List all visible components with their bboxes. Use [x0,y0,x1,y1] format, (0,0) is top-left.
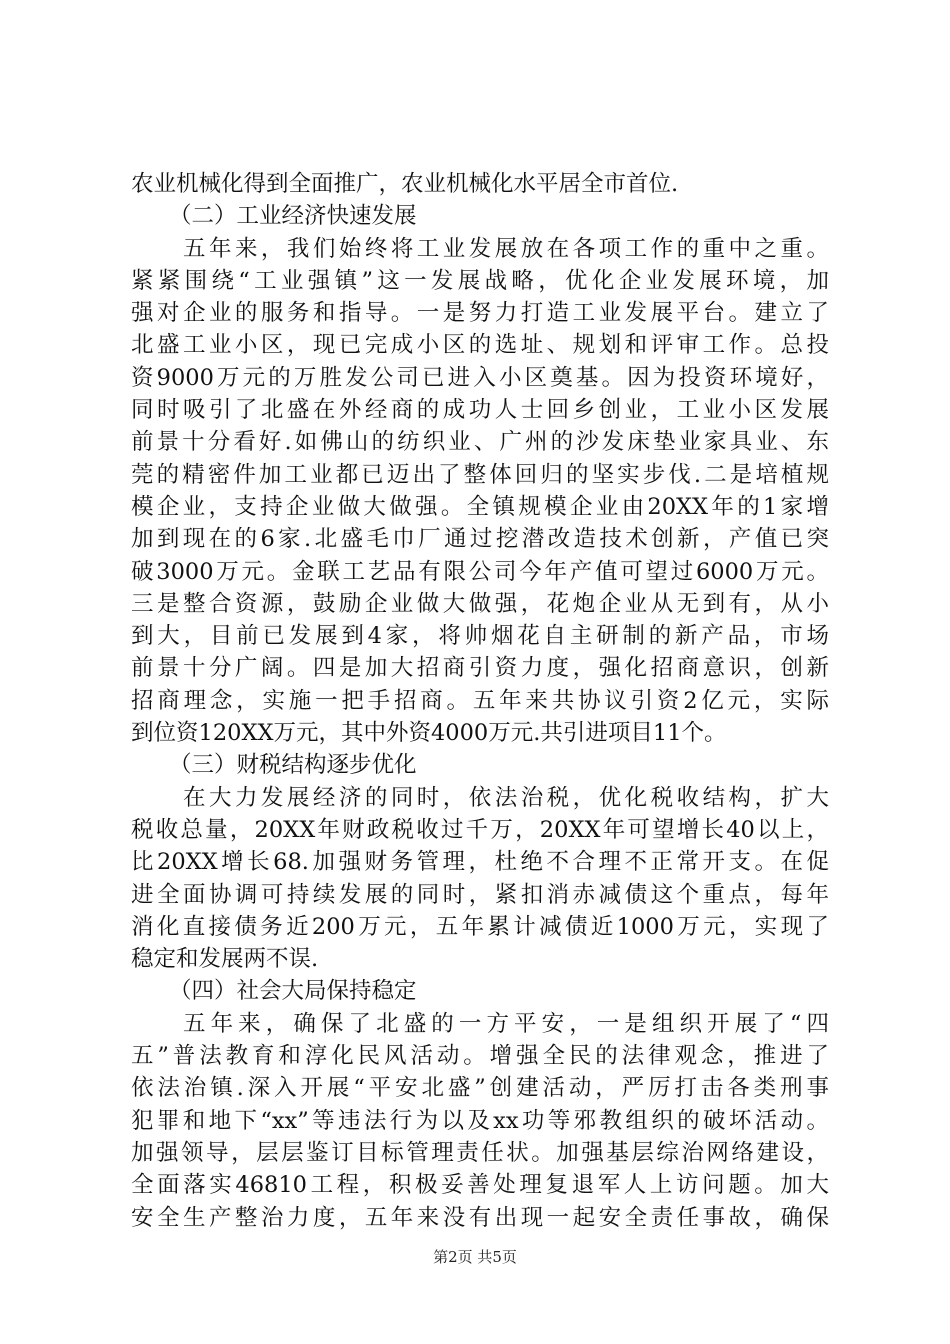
section-heading: （三）财税结构逐步优化 [169,752,417,779]
section-heading: （二）工业经济快速发展 [169,203,417,230]
paragraph-line: 同时吸引了北盛在外经商的成功人士回乡创业，工业小区发展 [131,397,829,424]
paragraph-line: 紧紧围绕“工业强镇”这一发展战略，优化企业发展环境，加 [131,267,829,294]
paragraph-line: 农业机械化得到全面推广，农业机械化水平居全市首位. [131,171,679,197]
paragraph-line: 五”普法教育和淳化民风活动。增强全民的法律观念，推进了 [131,1043,829,1070]
paragraph-line: 消化直接债务近200万元，五年累计减债近1000万元，实现了 [131,913,829,940]
paragraph-line: 安全生产整治力度，五年来没有出现一起安全责任事故，确保 [131,1204,829,1231]
paragraph-line: 到位资120XX万元，其中外资4000万元.共引进项目11个。 [131,720,727,747]
paragraph-line: 三是整合资源，鼓励企业做大做强，花炮企业从无到有，从小 [131,590,829,617]
paragraph-line: 资9000万元的万胜发公司已进入小区奠基。因为投资环境好， [131,364,829,391]
paragraph-line: 加到现在的6家.北盛毛巾厂通过挖潜改造技术创新，产值已突 [131,526,829,553]
paragraph-line: 强对企业的服务和指导。一是努力打造工业发展平台。建立了 [131,300,829,327]
paragraph-line: 全面落实46810工程，积极妥善处理复退军人上访问题。加大 [131,1172,829,1199]
paragraph-line: 破3000万元。金联工艺品有限公司今年产值可望过6000万元。 [131,558,829,585]
paragraph-line: 到大，目前已发展到4家，将帅烟花自主研制的新产品，市场 [131,623,829,650]
paragraph-line: 税收总量，20XX年财政税收过千万，20XX年可望增长40以上， [131,816,829,843]
section-heading: （四）社会大局保持稳定 [169,978,417,1005]
paragraph-line: 招商理念，实施一把手招商。五年来共协议引资2亿元，实际 [131,687,829,714]
paragraph-line: 莞的精密件加工业都已迈出了整体回归的坚实步伐.二是培植规 [131,461,829,488]
paragraph-line: 稳定和发展两不误. [131,946,319,973]
paragraph-line: 前景十分广阔。四是加大招商引资力度，强化招商意识，创新 [131,655,829,682]
document-body [131,168,829,1234]
paragraph-line: 五年来，我们始终将工业发展放在各项工作的重中之重。 [183,235,829,262]
paragraph-line: 在大力发展经济的同时，依法治税，优化税收结构，扩大 [183,784,829,811]
paragraph-line: 比20XX增长68.加强财务管理，杜绝不合理不正常开支。在促 [131,849,829,876]
paragraph-line: 前景十分看好.如佛山的纺织业、广州的沙发床垫业家具业、东 [131,429,829,456]
paragraph-line: 依法治镇.深入开展“平安北盛”创建活动，严厉打击各类刑事 [131,1075,829,1102]
paragraph-line: 北盛工业小区，现已完成小区的选址、规划和评审工作。总投 [131,332,829,359]
paragraph-line: 模企业，支持企业做大做强。全镇规模企业由20XX年的1家增 [131,493,829,520]
paragraph-line: 犯罪和地下“xx”等违法行为以及xx功等邪教组织的破坏活动。 [131,1107,829,1134]
paragraph-line: 进全面协调可持续发展的同时，紧扣消赤减债这个重点，每年 [131,881,829,908]
page-number-footer: 第2页 共5页 [433,1248,517,1266]
paragraph-line: 五年来，确保了北盛的一方平安，一是组织开展了“四 [183,1010,829,1037]
paragraph-line: 加强领导，层层鉴订目标管理责任状。加强基层综治网络建设， [131,1139,829,1166]
